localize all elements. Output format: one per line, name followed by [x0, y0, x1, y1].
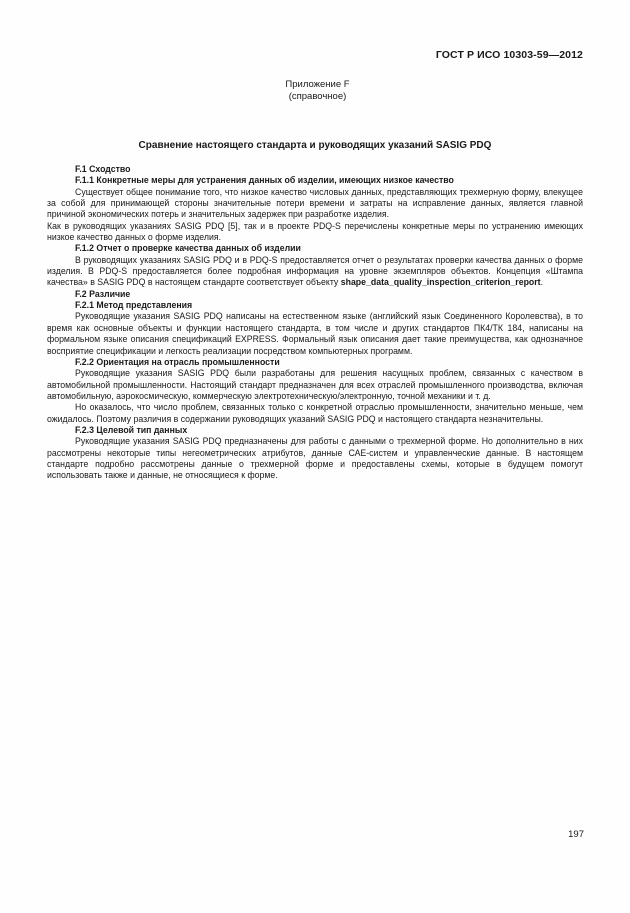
section-heading-f2: F.2 Различие — [75, 288, 131, 299]
paragraph-f11-2: Как в руководящих указаниях SASIG PDQ [5], так и в проекте PDQ-S перечислены конкретные меры по устранению имеющих низкое качество данных о форме изделия. — [47, 220, 583, 243]
paragraph-f11-1: Существует общее понимание того, что низкое качество числовых данных, представляющих трехмерную форму, влекущее за собой для принимающей стороны значительные потери времени и затраты на исправление данных, является главной причиной экономических потерь и значительных задержек при разработке изделия. — [47, 186, 583, 220]
entity-name: shape_data_quality_inspection_criterion_report — [340, 277, 541, 288]
annex-heading — [0, 79, 630, 103]
section-heading-f22: F.2.2 Ориентация на отрасль промышленности — [75, 356, 280, 367]
section-heading-f23: F.2.3 Целевой тип данных — [75, 424, 188, 435]
paragraph-f21-1: Руководящие указания SASIG PDQ написаны на естественном языке (английский язык Соединенного Королевства), в то время как основные объекты и функции настоящего стандарта, в том числе и других стандартов ПК4/ТК 184, написаны на формальном языке описания спецификаций EXPRESS. Формальный язык описания дает такие преимущества, как однозначное восприятие спецификации и легкость реализации посредством компьютерных программ. — [47, 311, 583, 356]
section-heading-f21: F.2.1 Метод представления — [75, 300, 193, 311]
annex-label: Приложение F — [285, 79, 350, 90]
annex-body — [47, 164, 583, 482]
paragraph-f12-1: В руководящих указаниях SASIG PDQ и в PDQ-S предоставляется отчет о результатах проверки качества данных о форме изделия. В PDQ-S предоставляется более подробная информация на уровне экземпляров объектов. Концепция «Штампа качества» в SASIG PDQ в настоящем стандарте соответствует объекту shape_data_quality_inspection_criterion_report. — [47, 254, 583, 288]
annex-title: Сравнение настоящего стандарта и руководящих указаний SASIG PDQ — [138, 140, 492, 151]
paragraph-f22-1: Руководящие указания SASIG PDQ были разработаны для решения насущных проблем, связанных с качеством в автомобильной промышленности. Настоящий стандарт предназначен для всех отраслей промышленного производства, включая автомобильную, аэрокосмическую, коммерческую электротехническую/электронную, точной механики и т. д. — [47, 368, 583, 401]
section-heading-f11: F.1.1 Конкретные меры для устранения данных об изделии, имеющих низкое качество — [75, 175, 454, 186]
section-heading-f1: F.1 Сходство — [75, 164, 131, 174]
annex-type: (справочное) — [288, 91, 347, 102]
section-heading-f12: F.1.2 Отчет о проверке качества данных об изделии — [75, 243, 301, 254]
paragraph-f23-1: Руководящие указания SASIG PDQ предназначены для работы с данными о трехмерной форме. Но дополнительно в них рассмотрены некоторые типы негеометрических атрибутов, данные САЕ-систем и управленческие данные. В настоящем стандарте подробно рассмотрены данные о трехмерной форме и предоставлены схемы, которые в будущем помогут использовать также и данные, не относящиеся к форме. — [47, 436, 583, 481]
paragraph-f22-2: Но оказалось, что число проблем, связанных только с конкретной отраслью промышленности, значительно меньше, чем ожидалось. Поэтому различия в содержании руководящих указаний SASIG PDQ и настоящего стандарта незначительны. — [47, 402, 583, 424]
paragraph-f12-1-text: В руководящих указаниях SASIG PDQ и в PDQ-S предоставляется отчет о результатах проверки качества данных о форме изделия. В PDQ-S предоставляется более подробная информация на уровне экземпляров объектов. Концепция «Штампа качества» в SASIG PDQ в настоящем стандарте соответствует объекту — [47, 254, 583, 288]
standard-code: ГОСТ Р ИСО 10303-59—2012 — [435, 49, 583, 61]
page-number: 197 — [568, 829, 584, 840]
